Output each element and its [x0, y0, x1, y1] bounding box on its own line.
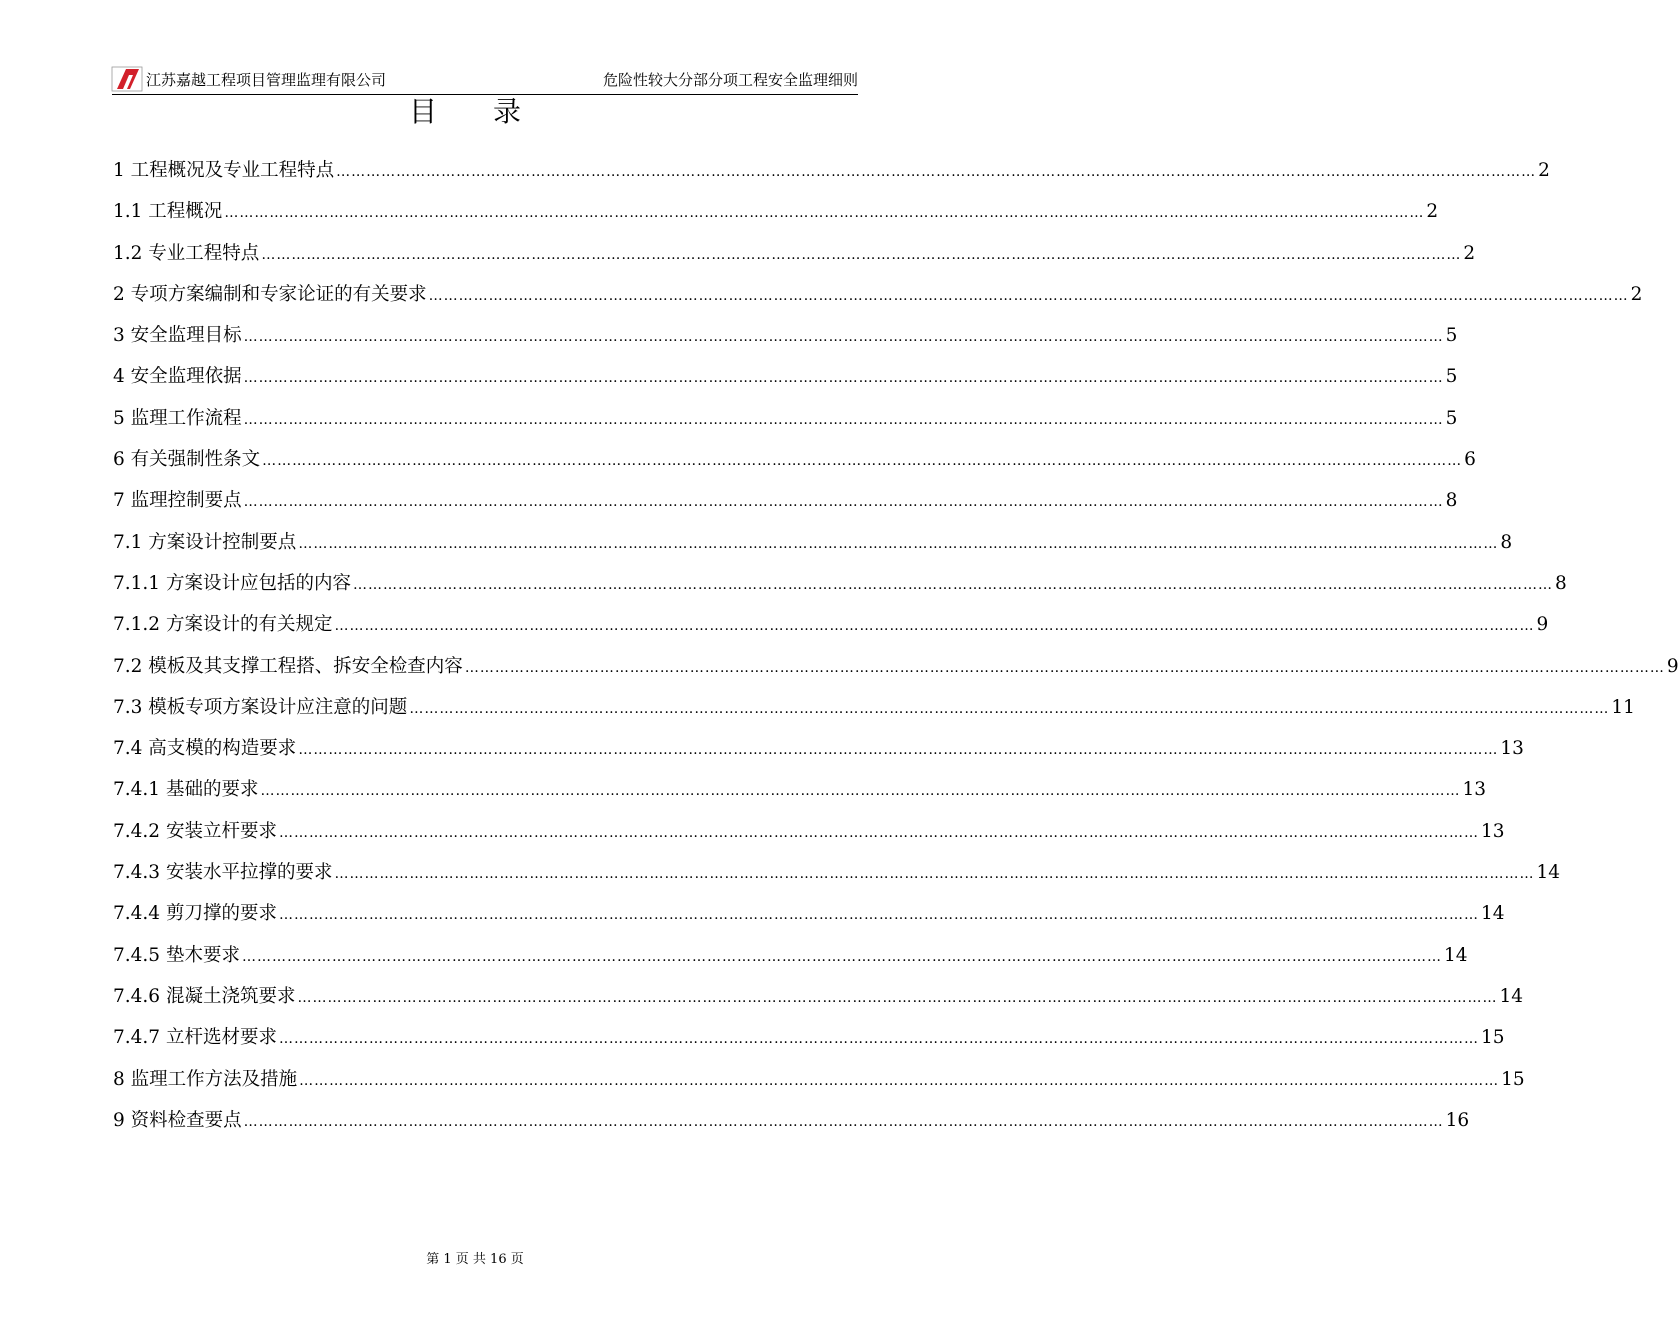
toc-dot-leader: ……………………………………………………………………………………………………………………………………………………………………………………………………………………: [298, 742, 1499, 759]
toc-dot-leader: ……………………………………………………………………………………………………………………………………………………………………………………………………………………: [241, 948, 1442, 965]
toc-entry-label: 7.4 高支模的构造要求: [113, 738, 297, 760]
toc-entry-label: 7.1.1 方案设计应包括的内容: [113, 572, 351, 594]
toc-entry-page: 14: [1536, 862, 1561, 884]
table-of-contents: [113, 150, 1679, 1141]
toc-entry-label: 7.4.3 安装水平拉撑的要求: [113, 862, 333, 884]
toc-dot-leader: ……………………………………………………………………………………………………………………………………………………………………………………………………………………: [297, 989, 1498, 1006]
toc-entry-label: 1 工程概况及专业工程特点: [113, 160, 335, 181]
toc-entry[interactable]: [113, 1059, 1525, 1100]
toc-dot-leader: ……………………………………………………………………………………………………………………………………………………………………………………………………………………: [299, 1072, 1500, 1089]
toc-entry-page: 2: [1630, 283, 1643, 305]
company-name: 江苏嘉越工程项目管理监理有限公司: [146, 71, 387, 89]
toc-entry-page: 2: [1426, 201, 1439, 223]
toc-entry-label: 4 安全监理依据: [113, 366, 242, 388]
toc-dot-leader: ……………………………………………………………………………………………………………………………………………………………………………………………………………………: [262, 453, 1463, 470]
page-footer: 第 1 页 共 16 页: [426, 1252, 524, 1267]
toc-entry[interactable]: [113, 687, 1635, 728]
toc-dot-leader: ……………………………………………………………………………………………………………………………………………………………………………………………………………………: [334, 866, 1535, 883]
toc-entry[interactable]: [113, 274, 1643, 315]
toc-entry-label: 1.1 工程概况: [113, 201, 223, 223]
toc-entry[interactable]: [113, 439, 1476, 480]
toc-entry-page: 14: [1443, 944, 1468, 966]
toc-dot-leader: ……………………………………………………………………………………………………………………………………………………………………………………………………………………: [278, 1031, 1479, 1048]
toc-entry-page: 5: [1445, 407, 1458, 429]
toc-entry-label: 6 有关强制性条文: [113, 449, 261, 471]
toc-entry[interactable]: [113, 398, 1458, 439]
toc-dot-leader: ……………………………………………………………………………………………………………………………………………………………………………………………………………………: [464, 659, 1665, 676]
toc-entry[interactable]: [113, 728, 1524, 769]
toc-entry[interactable]: [113, 522, 1513, 563]
toc-entry-page: 11: [1611, 696, 1635, 718]
toc-entry-label: 7.4.5 垫木要求: [113, 944, 240, 966]
toc-entry-page: 14: [1480, 903, 1505, 925]
toc-entry[interactable]: [113, 1100, 1470, 1141]
toc-entry-label: 9 资料检查要点: [113, 1109, 242, 1131]
toc-entry-page: 8: [1554, 572, 1567, 594]
toc-dot-leader: ……………………………………………………………………………………………………………………………………………………………………………………………………………………: [278, 824, 1479, 841]
toc-entry[interactable]: [113, 191, 1439, 232]
toc-entry-label: 7.4.6 混凝土浇筑要求: [113, 985, 296, 1007]
toc-dot-leader: ……………………………………………………………………………………………………………………………………………………………………………………………………………………: [334, 618, 1535, 635]
toc-entry[interactable]: [113, 893, 1505, 934]
toc-entry[interactable]: [113, 563, 1567, 604]
toc-entry-label: 7.1 方案设计控制要点: [113, 531, 297, 553]
toc-entry-page: 13: [1500, 738, 1524, 760]
toc-entry-page: 9: [1536, 614, 1549, 636]
toc-entry[interactable]: [113, 769, 1486, 810]
toc-dot-leader: ……………………………………………………………………………………………………………………………………………………………………………………………………………………: [243, 494, 1444, 511]
toc-entry-label: 7.4.7 立杆选材要求: [113, 1027, 277, 1049]
toc-entry-label: 7.4.4 剪刀撑的要求: [113, 903, 277, 925]
toc-entry[interactable]: [113, 150, 1550, 191]
toc-dot-leader: ……………………………………………………………………………………………………………………………………………………………………………………………………………………: [243, 1113, 1444, 1130]
toc-dot-leader: ……………………………………………………………………………………………………………………………………………………………………………………………………………………: [278, 907, 1479, 924]
toc-entry-label: 7 监理控制要点: [113, 490, 242, 512]
toc-entry-page: 5: [1445, 325, 1458, 347]
toc-entry-label: 5 监理工作流程: [113, 407, 242, 429]
toc-entry[interactable]: [113, 976, 1524, 1017]
toc-dot-leader: ……………………………………………………………………………………………………………………………………………………………………………………………………………………: [428, 287, 1629, 304]
toc-entry-label: 7.4.2 安装立杆要求: [113, 820, 277, 842]
toc-dot-leader: ……………………………………………………………………………………………………………………………………………………………………………………………………………………: [409, 700, 1610, 717]
toc-entry-page: 15: [1480, 1027, 1505, 1049]
toc-entry-page: 16: [1445, 1109, 1470, 1131]
toc-entry-label: 1.2 专业工程特点: [113, 242, 260, 264]
toc-entry-page: 15: [1501, 1068, 1525, 1090]
toc-entry-label: 8 监理工作方法及措施: [113, 1068, 298, 1090]
toc-entry-page: 13: [1462, 779, 1486, 801]
toc-entry-page: 8: [1445, 490, 1458, 512]
toc-heading: 目录: [408, 95, 577, 128]
toc-entry-label: 2 专项方案编制和专家论证的有关要求: [113, 283, 427, 305]
toc-entry[interactable]: [113, 604, 1549, 645]
toc-entry-page: 14: [1499, 985, 1524, 1007]
toc-entry-page: 5: [1445, 366, 1458, 388]
toc-dot-leader: ……………………………………………………………………………………………………………………………………………………………………………………………………………………: [261, 246, 1462, 263]
toc-entry-page: 6: [1464, 449, 1476, 471]
toc-entry[interactable]: [113, 315, 1458, 356]
toc-entry-page: 13: [1480, 820, 1505, 842]
toc-dot-leader: ……………………………………………………………………………………………………………………………………………………………………………………………………………………: [243, 329, 1444, 346]
toc-entry-label: 7.4.1 基础的要求: [113, 779, 259, 801]
toc-entry[interactable]: [113, 646, 1679, 687]
toc-entry[interactable]: [113, 811, 1505, 852]
toc-entry[interactable]: [113, 935, 1468, 976]
toc-entry-label: 7.3 模板专项方案设计应注意的问题: [113, 696, 408, 718]
toc-dot-leader: ……………………………………………………………………………………………………………………………………………………………………………………………………………………: [260, 783, 1461, 800]
toc-entry-page: 8: [1500, 531, 1513, 553]
toc-entry[interactable]: [113, 480, 1458, 521]
toc-dot-leader: ……………………………………………………………………………………………………………………………………………………………………………………………………………………: [298, 535, 1499, 552]
toc-entry-page: 2: [1538, 160, 1550, 181]
toc-entry-label: 7.2 模板及其支撑工程搭、拆安全检查内容: [113, 655, 463, 677]
toc-entry-label: 7.1.2 方案设计的有关规定: [113, 614, 333, 636]
toc-dot-leader: ……………………………………………………………………………………………………………………………………………………………………………………………………………………: [336, 164, 1537, 180]
toc-entry[interactable]: [113, 233, 1476, 274]
toc-entry-page: 9: [1666, 655, 1679, 677]
toc-entry[interactable]: [113, 1017, 1505, 1058]
toc-entry-page: 2: [1463, 242, 1476, 264]
toc-entry-label: 3 安全监理目标: [113, 325, 242, 347]
document-title: 危险性较大分部分项工程安全监理细则: [602, 71, 858, 89]
toc-dot-leader: ……………………………………………………………………………………………………………………………………………………………………………………………………………………: [243, 370, 1444, 387]
toc-dot-leader: ……………………………………………………………………………………………………………………………………………………………………………………………………………………: [352, 576, 1553, 593]
toc-entry[interactable]: [113, 852, 1561, 893]
toc-entry[interactable]: [113, 356, 1458, 397]
toc-dot-leader: ……………………………………………………………………………………………………………………………………………………………………………………………………………………: [243, 411, 1444, 428]
company-logo-icon: [112, 67, 142, 91]
toc-dot-leader: ……………………………………………………………………………………………………………………………………………………………………………………………………………………: [224, 205, 1425, 222]
